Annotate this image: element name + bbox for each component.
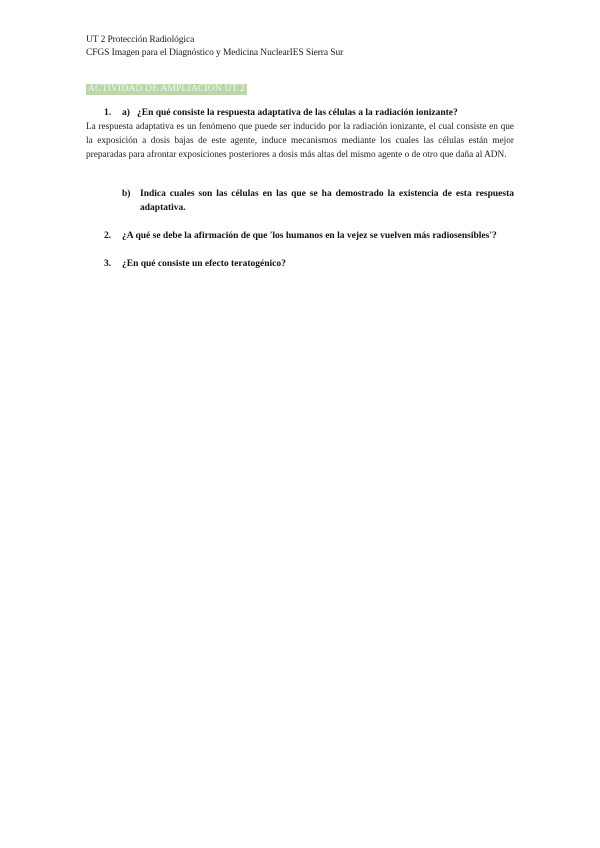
question-3	[104, 257, 514, 271]
question-number: 2.	[104, 231, 112, 241]
section-title: ACTIVIDAD DE AMPLIACIÓN UT 2	[88, 84, 245, 94]
header-program-line: CFGS Imagen para el Diagnóstico y Medicina NuclearIES Sierra Sur	[86, 48, 344, 58]
question-text: ¿En qué consiste un efecto teratogénico?	[122, 259, 286, 269]
question-part-label: a)	[122, 108, 130, 118]
question-number: 3.	[104, 259, 112, 269]
question-text: ¿En qué consiste la respuesta adaptativa de las células a la radiación ionizante?	[137, 108, 458, 118]
question-text: ¿A qué se debe la afirmación de que 'los humanos en la vejez se vuelven más radiosensibles'?	[122, 231, 497, 241]
answer-paragraph: La respuesta adaptativa es un fenómeno que puede ser inducido por la radiación ionizante, el cual consiste en que la exposición a dosis bajas de este agente, induce mecanismos mediante los cuales las células están mejor preparadas para afrontar exposiciones posteriores a dosis más altas del mismo agente o de otro que daña al ADN.	[86, 122, 514, 160]
header-course-line: UT 2 Protección Radiológica	[86, 35, 195, 45]
question-1a	[104, 106, 458, 120]
question-1b	[122, 187, 514, 215]
question-2	[104, 229, 514, 243]
question-number: 1.	[104, 108, 112, 118]
page-header	[86, 34, 343, 60]
question-text: Indica cuales son las células en las que se ha demostrado la existencia de esta respuesta adaptativa.	[140, 189, 514, 213]
question-part-label: b)	[122, 189, 131, 199]
